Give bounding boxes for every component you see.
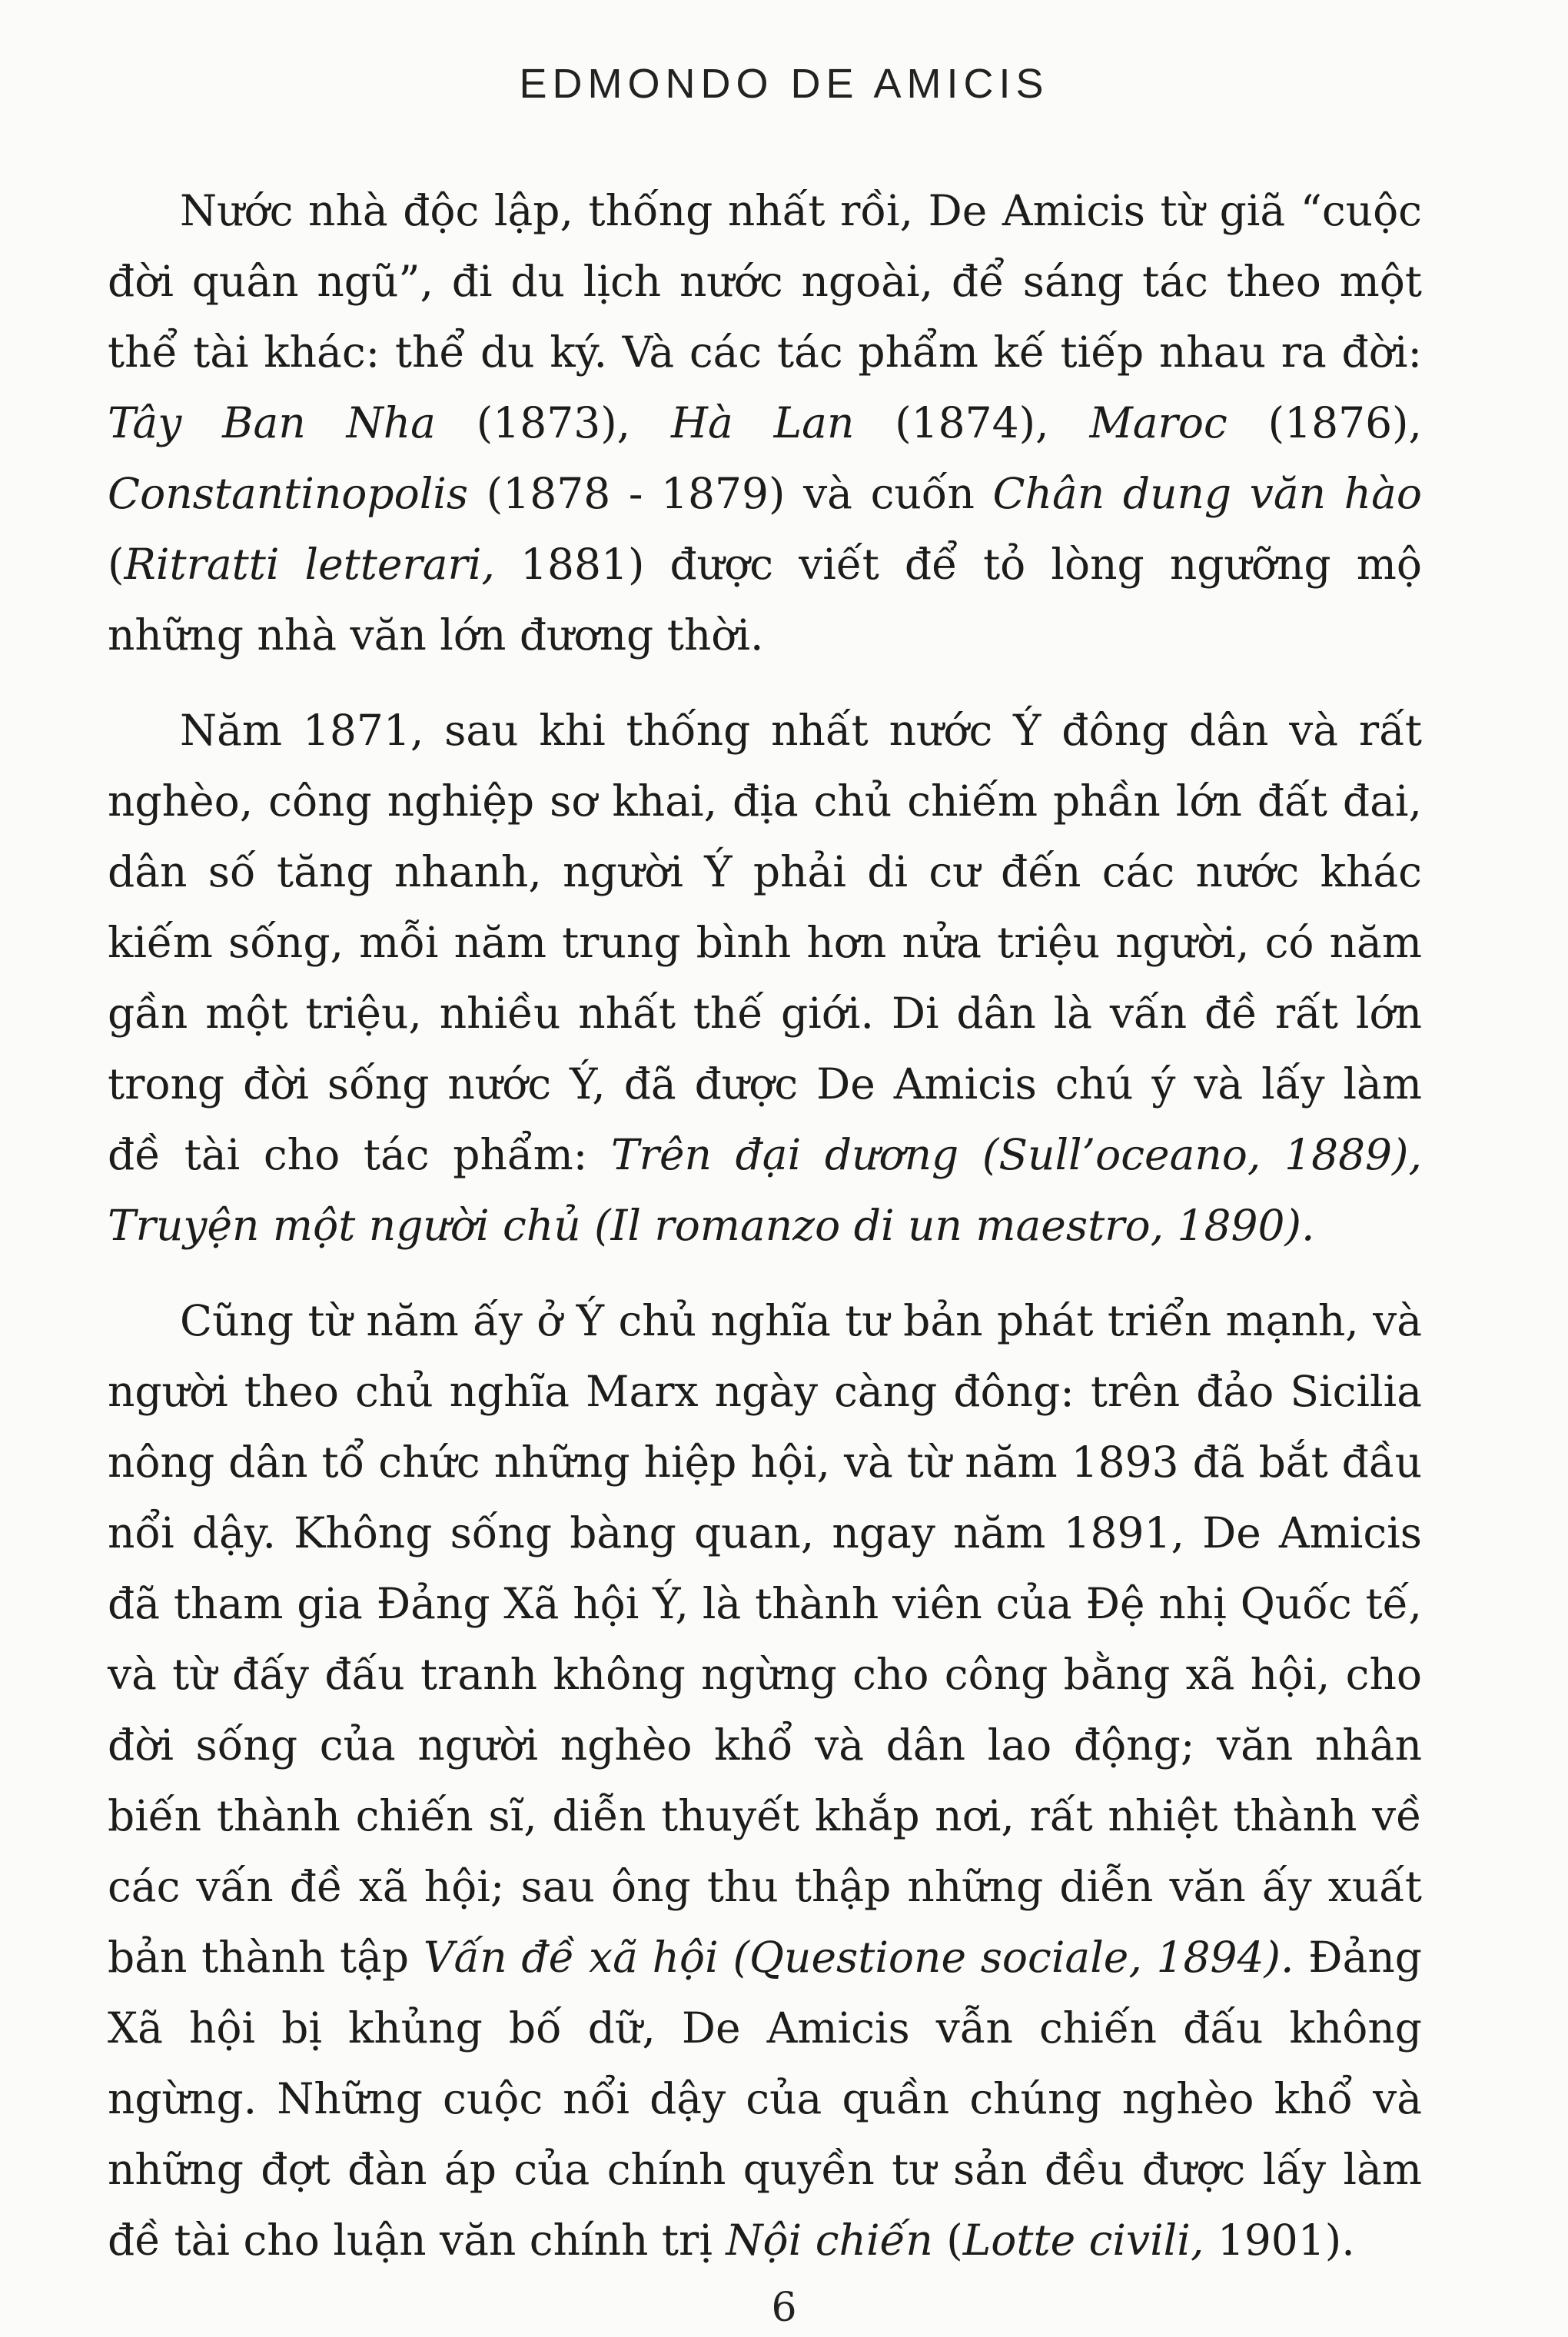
book-title: Maroc (1089, 398, 1227, 447)
text-run: Cũng từ năm ấy ở Ý chủ nghĩa tư bản phát triển mạnh, và người theo chủ nghĩa Marx ngày càng đông: trên đảo Sicilia nông dân tổ chức những hiệp hội, và từ năm 1893 đã bắt đầu nổi dậy. Không sống bàng quan, ngay năm 1891, De Amicis đã tham gia Đảng Xã hội Ý, là thành viên của Đệ nhị Quốc tế, và từ đấy đấu tranh không ngừng cho công bằng xã hội, cho đời sống của người nghèo khổ và dân lao động; văn nhân biến thành chiến sĩ, diễn thuyết khắp nơi, rất nhiệt thành về các vấn đề xã hội; sau ông thu thập những diễn văn ấy xuất bản thành tập (108, 1296, 1422, 1982)
text-run: (1878 - 1879) và cuốn (468, 469, 993, 518)
paragraph-1 (108, 175, 1422, 670)
text-run: (1874), (854, 398, 1090, 447)
book-title: Hà Lan (671, 398, 855, 447)
text-run: 1881) được viết để tỏ lòng ngưỡng mộ những nhà văn lớn đương thời. (108, 540, 1422, 660)
page-number: 6 (771, 2285, 797, 2331)
text-run: Nước nhà độc lập, thống nhất rồi, De Amicis từ giã “cuộc đời quân ngũ”, đi du lịch nước ngoài, để sáng tác theo một thể tài khác: thể du ký. Và các tác phẩm kế tiếp nhau ra đời: (108, 186, 1422, 377)
text-run: ( (932, 2216, 963, 2265)
text-run: Năm 1871, sau khi thống nhất nước Ý đông dân và rất nghèo, công nghiệp sơ khai, địa chủ chiếm phần lớn đất đai, dân số tăng nhanh, người Ý phải di cư đến các nước khác kiếm sống, mỗi năm trung bình hơn nửa triệu người, có năm gần một triệu, nhiều nhất thế giới. Di dân là vấn đề rất lớn trong đời sống nước Ý, đã được De Amicis chú ý và lấy làm đề tài cho tác phẩm: (108, 706, 1422, 1179)
book-title: Tây Ban Nha (108, 398, 436, 447)
text-run: ( (108, 540, 125, 589)
book-title: Vấn đề xã hội (Questione sociale, 1894). (423, 1933, 1294, 1982)
running-header: EDMONDO DE AMICIS (519, 61, 1049, 107)
book-title: Chân dung văn hào (992, 469, 1422, 518)
book-title: Ritratti letterari, (124, 540, 495, 589)
book-title: Nội chiến (726, 2216, 933, 2265)
paragraph-2 (108, 695, 1422, 1261)
text-run: (1876), (1227, 398, 1422, 447)
text-run: Đảng Xã hội bị khủng bố dữ, De Amicis vẫn chiến đấu không ngừng. Những cuộc nổi dậy của quần chúng nghèo khổ và những đợt đàn áp của chính quyền tư sản đều được lấy làm đề tài cho luận văn chính trị (108, 1933, 1422, 2265)
text-run: (1873), (435, 398, 672, 447)
book-title: Constantinopolis (108, 469, 469, 518)
text-run: 1901). (1204, 2216, 1355, 2265)
book-title: Trên đại dương (Sull’oceano, 1889), Truyện một người chủ (Il romanzo di un maestro, 1890). (108, 1130, 1422, 1250)
body-text (108, 175, 1422, 2300)
paragraph-3 (108, 1285, 1422, 2276)
book-title: Lotte civili, (962, 2216, 1204, 2265)
